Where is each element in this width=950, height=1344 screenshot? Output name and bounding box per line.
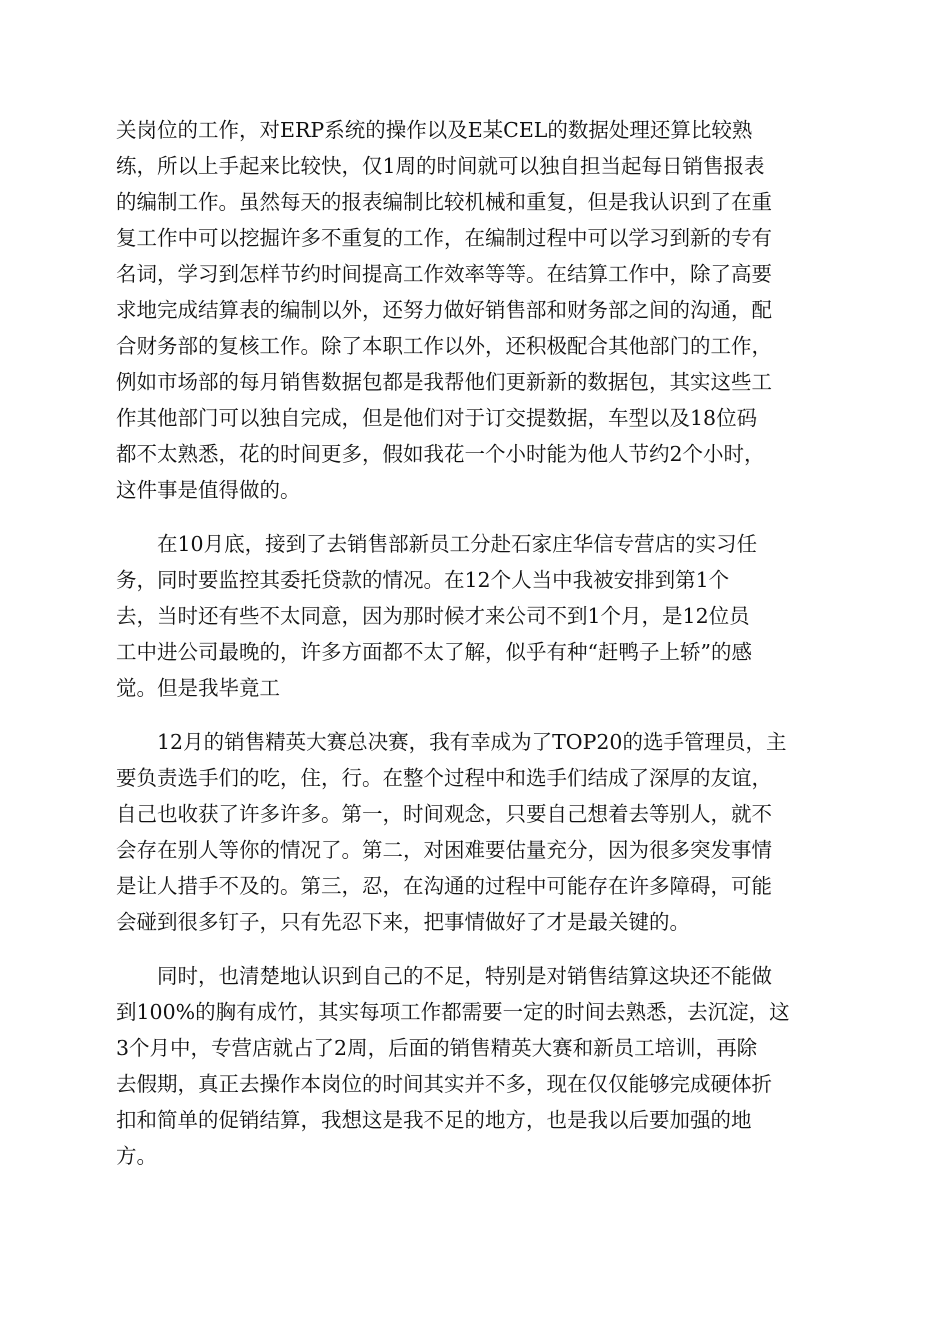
- paragraph-3: [116, 724, 836, 940]
- text-line: 方。: [116, 1144, 157, 1168]
- text-line: 自己也收获了许多许多。第一，时间观念，只要自己想着去等别人，就不: [116, 802, 772, 826]
- paragraph-4: [116, 958, 836, 1174]
- text-line: 都不太熟悉，花的时间更多，假如我花一个小时能为他人节约2个小时，: [116, 442, 765, 466]
- paragraph-2: [116, 526, 836, 706]
- text-line: 例如市场部的每月销售数据包都是我帮他们更新新的数据包，其实这些工: [116, 370, 772, 394]
- text-line: 要负责选手们的吃，住，行。在整个过程中和选手们结成了深厚的友谊，: [116, 766, 772, 790]
- text-line: 合财务部的复核工作。除了本职工作以外，还积极配合其他部门的工作，: [116, 334, 772, 358]
- text-line: 是让人措手不及的。第三，忍，在沟通的过程中可能存在许多障碍，可能: [116, 874, 772, 898]
- text-line: 务，同时要监控其委托贷款的情况。在12个人当中我被安排到第1个: [116, 568, 730, 592]
- text-line: 的编制工作。虽然每天的报表编制比较机械和重复，但是我认识到了在重: [116, 190, 772, 214]
- text-line: 到100%的胸有成竹，其实每项工作都需要一定的时间去熟悉，去沉淀，这: [116, 1000, 790, 1024]
- text-line: 同时，也清楚地认识到自己的不足，特别是对销售结算这块还不能做: [116, 964, 772, 988]
- document-body: [116, 112, 836, 1192]
- paragraph-1: [116, 112, 836, 508]
- text-line: 工中进公司最晚的，许多方面都不太了解，似乎有种“赶鸭子上轿”的感: [116, 640, 752, 664]
- text-line: 这件事是值得做的。: [116, 478, 301, 502]
- text-line: 名词，学习到怎样节约时间提高工作效率等等。在结算工作中，除了高要: [116, 262, 772, 286]
- text-line: 关岗位的工作，对ERP系统的操作以及E某CEL的数据处理还算比较熟: [116, 118, 753, 142]
- text-line: 会存在别人等你的情况了。第二，对困难要估量充分，因为很多突发事情: [116, 838, 772, 862]
- text-line: 去假期，真正去操作本岗位的时间其实并不多，现在仅仅能够完成硬体折: [116, 1072, 772, 1096]
- text-line: 会碰到很多钉子，只有先忍下来，把事情做好了才是最关键的。: [116, 910, 690, 934]
- text-line: 复工作中可以挖掘许多不重复的工作，在编制过程中可以学习到新的专有: [116, 226, 772, 250]
- text-line: 扣和简单的促销结算，我想这是我不足的地方，也是我以后要加强的地: [116, 1108, 752, 1132]
- text-line: 去，当时还有些不太同意，因为那时候才来公司不到1个月，是12位员: [116, 604, 750, 628]
- text-line: 觉。但是我毕竟工: [116, 676, 280, 700]
- text-line: 求地完成结算表的编制以外，还努力做好销售部和财务部之间的沟通，配: [116, 298, 772, 322]
- text-line: 作其他部门可以独自完成，但是他们对于订交提数据，车型以及18位码: [116, 406, 758, 430]
- text-line: 3个月中，专营店就占了2周，后面的销售精英大赛和新员工培训，再除: [116, 1036, 758, 1060]
- text-line: 在10月底，接到了去销售部新员工分赴石家庄华信专营店的实习任: [116, 532, 758, 556]
- text-line: 12月的销售精英大赛总决赛，我有幸成为了TOP20的选手管理员，主: [116, 730, 787, 754]
- text-line: 练，所以上手起来比较快，仅1周的时间就可以独自担当起每日销售报表: [116, 154, 765, 178]
